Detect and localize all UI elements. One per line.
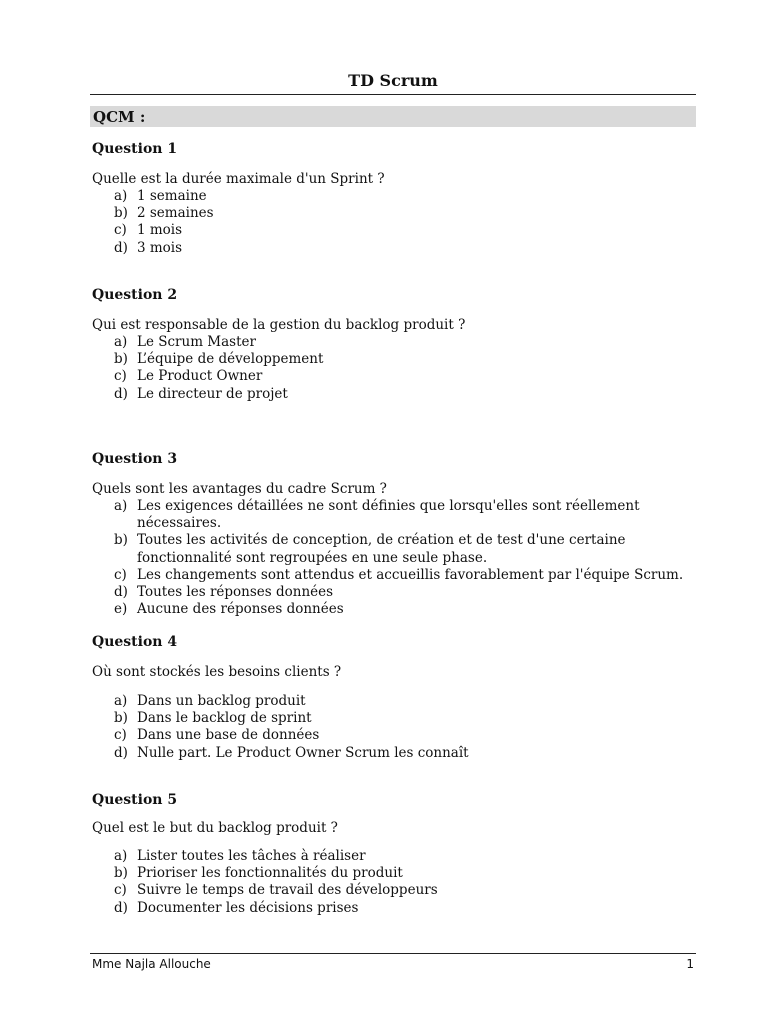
page-title: TD Scrum [348,71,438,90]
option-text: Toutes les réponses données [137,584,334,601]
option-text: 1 mois [137,222,183,239]
option-item [92,222,692,239]
question-1-heading: Question 1 [92,141,178,157]
question-3-prompt: Quels sont les avantages du cadre Scrum ? [92,481,387,497]
option-letter: c) [114,882,127,899]
question-2-options [92,334,692,403]
option-letter: a) [114,693,128,709]
option-item [92,368,692,385]
option-item [92,710,692,727]
option-text: Les changements sont attendus et accueillis favorablement par l'équipe Scrum. [137,566,684,583]
question-3-options [92,498,692,618]
option-letter: b) [114,710,128,727]
option-letter: d) [114,899,128,916]
option-item [92,334,692,351]
question-5-prompt: Quel est le but du backlog produit ? [92,820,338,836]
option-item [92,745,692,762]
question-5-heading: Question 5 [92,792,178,808]
option-letter: c) [114,566,127,583]
option-letter: c) [114,727,127,744]
question-2-prompt: Qui est responsable de la gestion du backlog produit ? [92,317,466,333]
option-letter: d) [114,385,128,402]
section-label: QCM : [93,108,146,126]
question-2-heading: Question 2 [92,287,178,303]
option-letter: a) [114,188,128,204]
option-letter: e) [114,601,128,618]
option-text: Les exigences détaillées ne sont définies que lorsqu'elles sont réellement nécessaires. [137,498,640,532]
question-5-options [92,848,692,917]
option-text: Lister toutes les tâches à réaliser [137,848,366,864]
option-letter: b) [114,865,128,882]
option-text: Dans une base de données [137,727,320,744]
question-1-options [92,188,692,257]
option-text: Le Product Owner [137,368,263,385]
option-text: Aucune des réponses données [137,601,344,618]
option-item [92,351,692,368]
option-item [92,205,692,222]
option-letter: d) [114,584,128,601]
option-letter: c) [114,368,127,385]
option-item [92,567,692,584]
option-item [92,865,692,882]
option-letter: d) [114,744,128,761]
option-letter: b) [114,351,128,368]
option-letter: c) [114,222,127,239]
option-letter: d) [114,239,128,256]
option-text: Le Scrum Master [137,334,256,350]
option-item [92,498,692,532]
question-4-prompt: Où sont stockés les besoins clients ? [92,664,342,680]
question-4-heading: Question 4 [92,634,178,650]
option-text: Nulle part. Le Product Owner Scrum les connaît [137,744,469,761]
option-text: Le directeur de projet [137,385,288,402]
option-letter: a) [114,848,128,864]
option-text: Toutes les activités de conception, de création et de test d'une certaine fonctionnalité sont regroupées en une seule phase. [137,532,626,566]
option-item [92,900,692,917]
page-number: 1 [686,957,694,971]
option-text: Prioriser les fonctionnalités du produit [137,865,403,882]
option-item [92,601,692,618]
option-item [92,882,692,899]
option-letter: a) [114,334,128,350]
footer-author: Mme Najla Allouche [92,957,211,971]
option-item [92,386,692,403]
option-item [92,584,692,601]
option-text: 1 semaine [137,188,207,204]
footer-divider [90,953,696,954]
option-text: Dans le backlog de sprint [137,710,312,727]
option-text: 3 mois [137,239,183,256]
option-text: 2 semaines [137,205,214,222]
option-text: Documenter les décisions prises [137,899,359,916]
option-letter: b) [114,205,128,222]
option-letter: a) [114,498,128,514]
title-divider [90,94,696,95]
question-3-heading: Question 3 [92,451,178,467]
option-item [92,693,692,710]
option-item [92,532,692,566]
section-header [90,106,696,127]
option-text: L’équipe de développement [137,351,324,368]
option-item [92,188,692,205]
option-letter: b) [114,532,128,549]
question-1-prompt: Quelle est la durée maximale d'un Sprint ? [92,171,385,187]
option-text: Suivre le temps de travail des développeurs [137,882,438,899]
question-4-options [92,693,692,762]
option-item [92,240,692,257]
option-item [92,848,692,865]
option-text: Dans un backlog produit [137,693,306,709]
option-item [92,727,692,744]
